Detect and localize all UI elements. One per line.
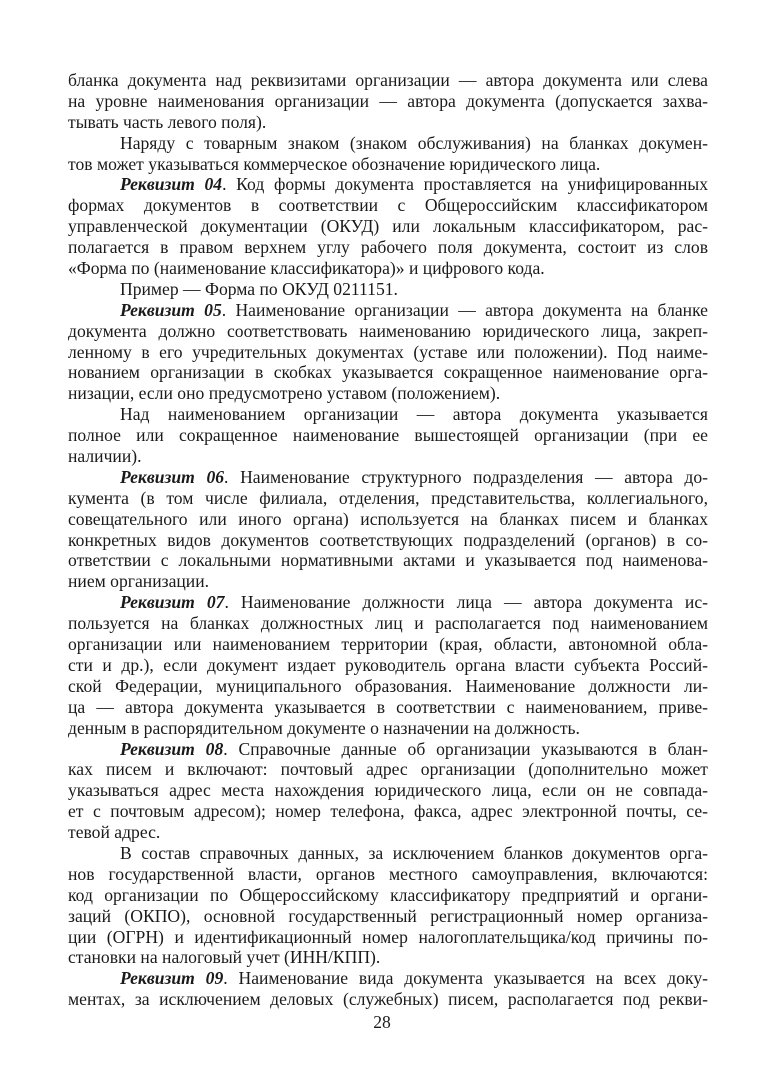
line-text: ментах, за исключением деловых (служебных) писем, располагается под рекви- bbox=[68, 989, 708, 1010]
line-text: код организации по Общероссийскому классификатору предприятий и органи- bbox=[68, 884, 708, 905]
text-line bbox=[68, 927, 708, 948]
page-number: 28 bbox=[373, 1012, 391, 1032]
line-text: наличии). bbox=[68, 446, 142, 467]
text-line bbox=[68, 571, 708, 592]
text-line bbox=[68, 780, 708, 801]
line-text: организации или наименованием территории (края, области, автономной обла- bbox=[68, 634, 708, 655]
line-text: . Наименование должности лица — автора документа ис- bbox=[224, 592, 708, 613]
line-text: кумента (в том числе филиала, отделения, представительства, коллегиального, bbox=[68, 487, 708, 508]
text-line bbox=[68, 300, 708, 321]
text-line bbox=[68, 801, 708, 822]
text-line bbox=[68, 906, 708, 927]
line-text: . Наименование структурного подразделения — автора до- bbox=[224, 466, 708, 487]
line-text: нием организации. bbox=[68, 571, 210, 592]
line-text: Наряду с товарным знаком (знаком обслуживания) на бланках докумен- bbox=[120, 132, 708, 153]
text-line bbox=[68, 697, 708, 718]
line-text: тывать часть левого поля). bbox=[68, 111, 267, 132]
line-text: бланка документа над реквизитами организации — автора документа или слева bbox=[68, 70, 708, 90]
text-line bbox=[68, 509, 708, 530]
text-line bbox=[68, 321, 708, 342]
text-line bbox=[68, 718, 708, 739]
line-text: конкретных видов документов соответствующих подразделений (органов) в со- bbox=[68, 529, 708, 550]
text-line bbox=[68, 258, 708, 279]
text-line bbox=[68, 112, 708, 133]
line-text: сти и др.), если документ издает руководитель органа власти субъекта Россий- bbox=[68, 654, 708, 675]
text-line bbox=[68, 237, 708, 258]
line-text: ках писем и включают: почтовый адрес организации (дополнительно может bbox=[68, 759, 708, 780]
text-line bbox=[68, 822, 708, 843]
text-line bbox=[68, 195, 708, 216]
line-text: Над наименованием организации — автора документа указывается bbox=[120, 404, 708, 425]
text-line bbox=[68, 655, 708, 676]
line-text: ции (ОГРН) и идентификационный номер налогоплательщика/код причины по- bbox=[68, 926, 708, 947]
text-line bbox=[68, 467, 708, 488]
line-text: документа должно соответствовать наименованию юридического лица, закреп- bbox=[68, 320, 708, 341]
line-text: указываться адрес места нахождения юридического лица, если он не совпада- bbox=[68, 780, 708, 801]
text-line bbox=[68, 530, 708, 551]
text-line bbox=[68, 154, 708, 175]
line-text: полагается в правом верхнем углу рабочего поля документа, состоит из слов bbox=[68, 237, 708, 258]
line-text: формах документов в соответствии с Общероссийским классификатором bbox=[68, 195, 708, 216]
line-text: «Форма по (наименование классификатора)» и цифрового кода. bbox=[68, 258, 545, 279]
line-text: ленному в его учредительных документах (уставе или положении). Под наиме- bbox=[68, 341, 708, 362]
text-line bbox=[68, 362, 708, 383]
line-text: . Наименование вида документа указывается на всех доку- bbox=[223, 968, 708, 989]
requisite-heading: Реквизит 06 bbox=[120, 466, 225, 487]
text-line bbox=[68, 133, 708, 154]
line-text: на уровне наименования организации — автора документа (допускается захва- bbox=[68, 90, 708, 111]
line-text: совещательного или иного органа) используется на бланках писем и бланках bbox=[68, 508, 708, 529]
text-line bbox=[68, 989, 708, 1010]
line-text: ской Федерации, муниципального образования. Наименование должности ли- bbox=[68, 675, 708, 696]
line-text: становки на налоговый учет (ИНН/КПП). bbox=[68, 947, 381, 968]
requisite-heading: Реквизит 07 bbox=[120, 592, 225, 613]
line-text: Пример — Форма по ОКУД 0211151. bbox=[120, 278, 398, 299]
line-text: . Справочные данные об организации указываются в блан- bbox=[223, 738, 709, 759]
requisite-heading: Реквизит 04 bbox=[120, 174, 223, 195]
text-line bbox=[68, 446, 708, 467]
text-line bbox=[68, 843, 708, 864]
requisite-heading: Реквизит 05 bbox=[120, 299, 222, 320]
line-text: заций (ОКПО), основной государственный регистрационный номер организа- bbox=[68, 905, 708, 926]
line-text: ет с почтовым адресом); номер телефона, факса, адрес электронной почты, се- bbox=[68, 801, 708, 822]
line-text: . Код формы документа проставляется на унифицированных bbox=[222, 174, 708, 195]
requisite-heading: Реквизит 09 bbox=[120, 968, 224, 989]
line-text: пользуется на бланках должностных лиц и располагается под наименованием bbox=[68, 613, 708, 634]
line-text: нованием организации в скобках указывается сокращенное наименование орга- bbox=[68, 362, 708, 383]
text-line bbox=[68, 947, 708, 968]
requisite-heading: Реквизит 08 bbox=[120, 738, 224, 759]
text-line bbox=[68, 216, 708, 237]
document-body bbox=[68, 70, 708, 1010]
text-line bbox=[68, 383, 708, 404]
line-text: низации, если оно предусмотрено уставом (положением). bbox=[68, 383, 501, 404]
line-text: тевой адрес. bbox=[68, 822, 161, 843]
line-text: полное или сокращенное наименование вышестоящей организации (при ее bbox=[68, 425, 708, 446]
text-line bbox=[68, 550, 708, 571]
text-line bbox=[68, 70, 708, 91]
text-line bbox=[68, 174, 708, 195]
text-line bbox=[68, 759, 708, 780]
line-text: ответствии с локальными нормативными актами и указывается под наименова- bbox=[68, 550, 708, 571]
text-line bbox=[68, 425, 708, 446]
text-line bbox=[68, 342, 708, 363]
line-text: тов может указываться коммерческое обозначение юридического лица. bbox=[68, 153, 601, 174]
line-text: В состав справочных данных, за исключением бланков документов орга- bbox=[120, 842, 708, 863]
line-text: нов государственной власти, органов местного самоуправления, включаются: bbox=[68, 863, 708, 884]
text-line bbox=[68, 279, 708, 300]
text-line bbox=[68, 488, 708, 509]
text-line bbox=[68, 739, 708, 760]
text-line bbox=[68, 676, 708, 697]
text-line bbox=[68, 592, 708, 613]
text-line bbox=[68, 634, 708, 655]
text-line bbox=[68, 404, 708, 425]
line-text: . Наименование организации — автора документа на бланке bbox=[221, 299, 708, 320]
line-text: управленческой документации (ОКУД) или локальным классификатором, рас- bbox=[68, 216, 708, 237]
text-line bbox=[68, 864, 708, 885]
text-line bbox=[68, 968, 708, 989]
line-text: денным в распорядительном документе о назначении на должность. bbox=[68, 717, 580, 738]
line-text: ца — автора документа указывается в соответствии с наименованием, приве- bbox=[68, 696, 708, 717]
text-line bbox=[68, 885, 708, 906]
text-line bbox=[68, 91, 708, 112]
text-line bbox=[68, 613, 708, 634]
